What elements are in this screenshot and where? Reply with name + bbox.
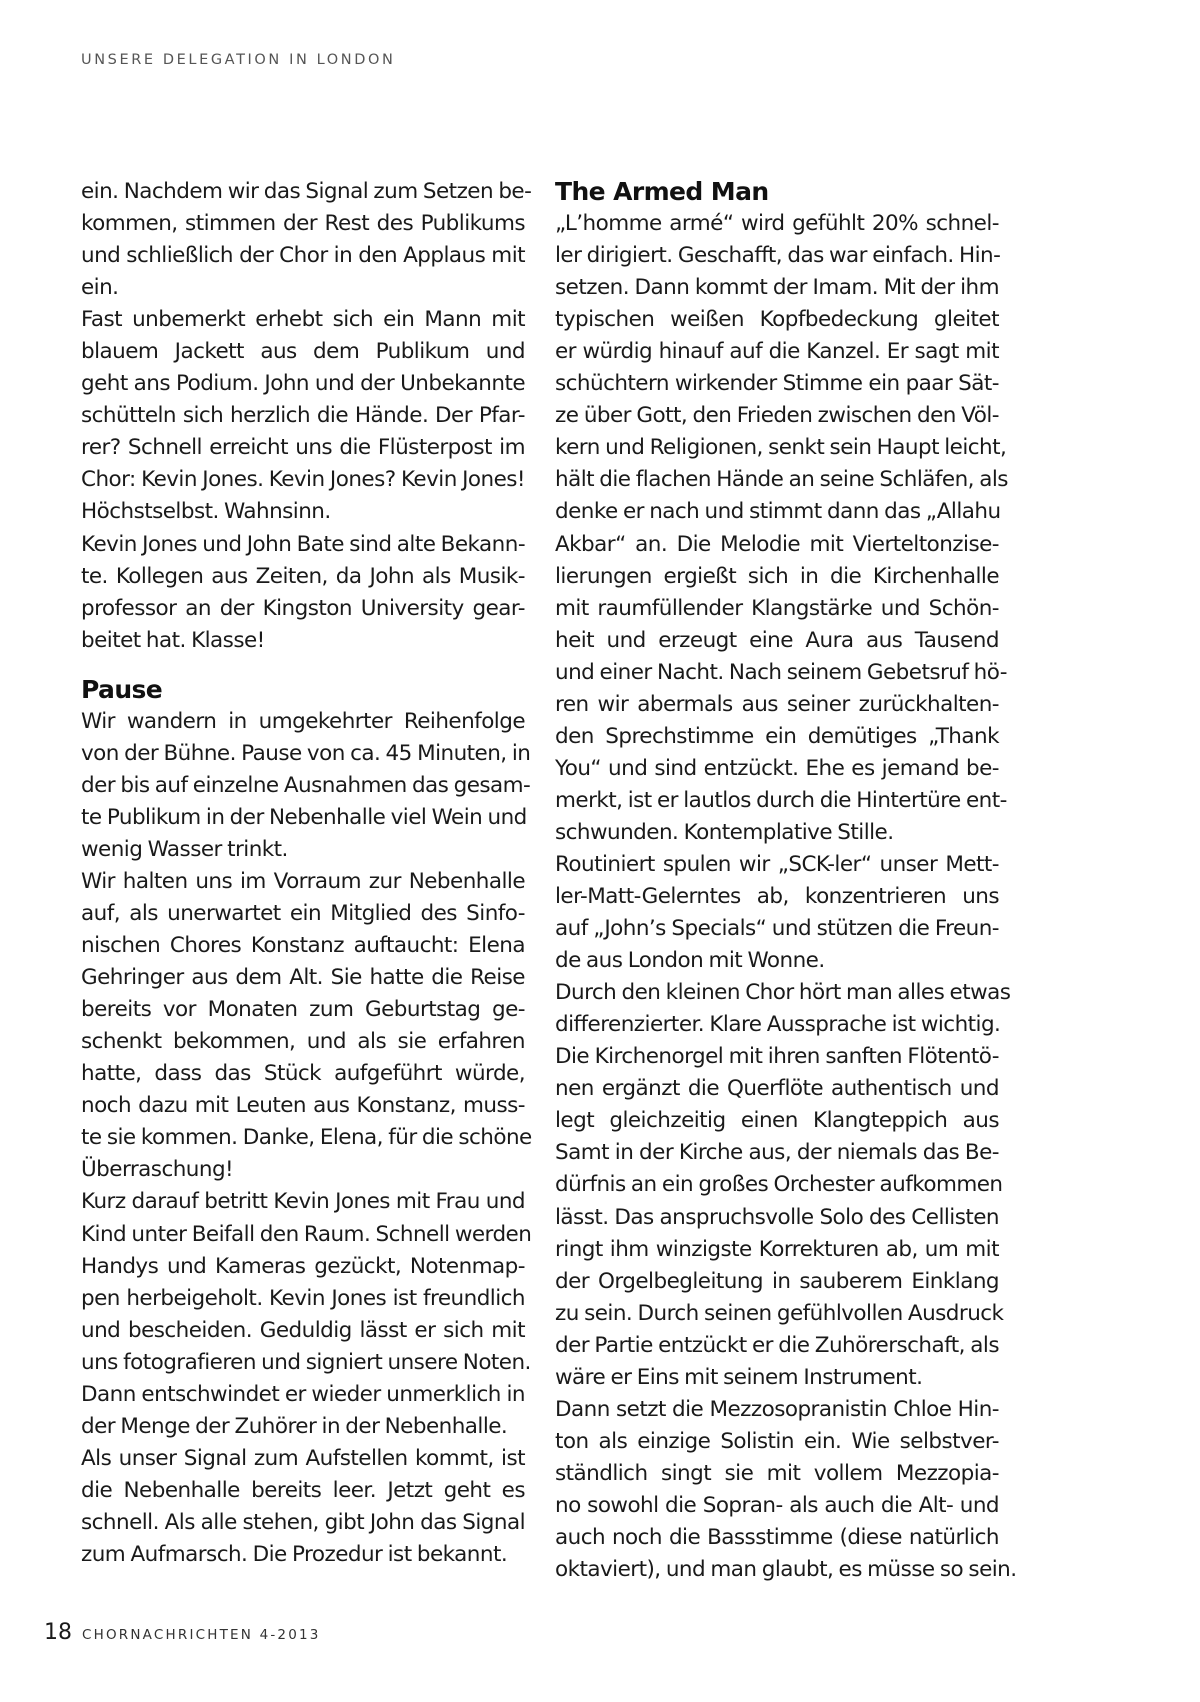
- text-line: You“ und sind entzückt. Ehe es jemand be-: [555, 755, 999, 781]
- text-line: geht ans Podium. John und der Unbekannte: [81, 371, 525, 397]
- text-line: lässt. Das anspruchsvolle Solo des Cellisten: [555, 1204, 999, 1230]
- text-line: ler dirigiert. Geschafft, das war einfach. Hin-: [555, 243, 1001, 269]
- text-line: te. Kollegen aus Zeiten, da John als Musik-: [81, 563, 525, 589]
- text-line: Als unser Signal zum Aufstellen kommt, ist: [81, 1445, 525, 1471]
- armed-man-paragraphs: [555, 208, 1017, 1586]
- text-line: „L’homme armé“ wird gefühlt 20% schnel-: [555, 211, 999, 237]
- text-line: der bis auf einzelne Ausnahmen das gesam-: [81, 772, 531, 798]
- text-line: der Menge der Zuhörer in der Nebenhalle.: [81, 1413, 508, 1439]
- text-line: Chor: Kevin Jones. Kevin Jones? Kevin Jones!: [81, 467, 525, 493]
- text-line: ein.: [81, 275, 119, 301]
- text-line: Überraschung!: [81, 1157, 234, 1183]
- text-line: Durch den kleinen Chor hört man alles etwas: [555, 980, 1011, 1006]
- text-line: professor an der Kingston University gear-: [81, 595, 525, 621]
- text-line: Die Kirchenorgel mit ihren sanften Flötentö-: [555, 1044, 999, 1070]
- text-line: schütteln sich herzlich die Hände. Der Pfar-: [81, 403, 525, 429]
- text-line: ringt ihm winzigste Korrekturen ab, um mit: [555, 1236, 999, 1262]
- text-line: Kurz darauf betritt Kevin Jones mit Frau und: [81, 1189, 525, 1215]
- text-line: Handys und Kameras gezückt, Notenmap-: [81, 1253, 525, 1279]
- text-line: zum Aufmarsch. Die Prozedur ist bekannt.: [81, 1541, 508, 1567]
- text-line: schüchtern wirkender Stimme ein paar Sät-: [555, 371, 999, 397]
- section-heading-pause: Pause: [81, 674, 163, 704]
- text-line: nen ergänzt die Querflöte authentisch und: [555, 1076, 999, 1102]
- text-line: Dann setzt die Mezzosopranistin Chloe Hin-: [555, 1396, 999, 1422]
- text-line: wenig Wasser trinkt.: [81, 836, 288, 862]
- right-column: [555, 176, 1017, 1586]
- text-line: und schließlich der Chor in den Applaus mit: [81, 243, 525, 269]
- text-line: zu sein. Durch seinen gefühlvollen Ausdruck: [555, 1300, 1004, 1326]
- text-line: auf, als unerwartet ein Mitglied des Sinfo-: [81, 901, 525, 927]
- text-line: hatte, dass das Stück aufgeführt würde,: [81, 1061, 525, 1087]
- text-line: bereits vor Monaten zum Geburtstag ge-: [81, 997, 525, 1023]
- text-line: differenzierter. Klare Aussprache ist wichtig.: [555, 1012, 1001, 1038]
- text-line: mit raumfüllender Klangstärke und Schön-: [555, 595, 999, 621]
- text-line: nischen Chores Konstanz auftaucht: Elena: [81, 933, 525, 959]
- text-line: beitet hat. Klasse!: [81, 627, 265, 653]
- text-line: schwunden. Kontemplative Stille.: [555, 819, 894, 845]
- text-line: no sowohl die Sopran- als auch die Alt- und: [555, 1492, 999, 1518]
- text-line: ständlich singt sie mit vollem Mezzopia-: [555, 1460, 999, 1486]
- text-line: Wir wandern in umgekehrter Reihenfolge: [81, 708, 525, 734]
- text-line: Kind unter Beifall den Raum. Schnell werden: [81, 1221, 532, 1247]
- text-line: lierungen ergießt sich in die Kirchenhalle: [555, 563, 999, 589]
- text-line: dürfnis an ein großes Orchester aufkommen: [555, 1172, 1003, 1198]
- text-line: und einer Nacht. Nach seinem Gebetsruf hö-: [555, 659, 1007, 685]
- page-number: 18: [44, 1620, 72, 1645]
- text-line: ein. Nachdem wir das Signal zum Setzen be-: [81, 179, 532, 204]
- text-line: von der Bühne. Pause von ca. 45 Minuten, in: [81, 740, 531, 766]
- text-line: denke er nach und stimmt dann das „Allahu: [555, 499, 1001, 525]
- text-line: legt gleichzeitig einen Klangteppich aus: [555, 1108, 999, 1134]
- text-line: merkt, ist er lautlos durch die Hintertüre ent-: [555, 787, 1007, 813]
- text-line: setzen. Dann kommt der Imam. Mit der ihm: [555, 275, 999, 301]
- text-line: der Partie entzückt er die Zuhörerschaft, als: [555, 1332, 999, 1358]
- text-line: schnell. Als alle stehen, gibt John das Signal: [81, 1509, 525, 1535]
- text-line: er würdig hinauf auf die Kanzel. Er sagt mit: [555, 339, 999, 365]
- text-line: wäre er Eins mit seinem Instrument.: [555, 1364, 923, 1390]
- text-line: auch noch die Bassstimme (diese natürlich: [555, 1524, 999, 1550]
- section-spacer: [81, 657, 525, 674]
- text-line: te sie kommen. Danke, Elena, für die schöne: [81, 1125, 532, 1151]
- publication-title: CHORNACHRICHTEN 4-2013: [82, 1627, 321, 1643]
- text-line: noch dazu mit Leuten aus Konstanz, muss-: [81, 1093, 525, 1119]
- text-line: ze über Gott, den Frieden zwischen den Völ-: [555, 403, 999, 429]
- text-line: schenkt bekommen, und als sie erfahren: [81, 1029, 525, 1055]
- page-footer: [44, 1620, 321, 1645]
- text-line: den Sprechstimme ein demütiges „Thank: [555, 723, 999, 749]
- text-line: rer? Schnell erreicht uns die Flüsterpost im: [81, 435, 525, 461]
- text-line: auf „John’s Specials“ und stützen die Freun-: [555, 916, 999, 942]
- text-line: Wir halten uns im Vorraum zur Nebenhalle: [81, 868, 525, 894]
- left-column: [81, 176, 532, 1571]
- text-line: blauem Jackett aus dem Publikum und: [81, 339, 525, 365]
- text-line: heit und erzeugt eine Aura aus Tausend: [555, 627, 999, 653]
- text-line: ren wir abermals aus seiner zurückhalten-: [555, 691, 999, 717]
- text-line: pen herbeigeholt. Kevin Jones ist freundlich: [81, 1285, 525, 1311]
- text-line: Höchstselbst. Wahnsinn.: [81, 499, 331, 525]
- pause-paragraphs: [81, 706, 532, 1571]
- text-line: oktaviert), und man glaubt, es müsse so sein.: [555, 1557, 1017, 1583]
- text-line: und bescheiden. Geduldig lässt er sich mit: [81, 1317, 525, 1343]
- text-line: te Publikum in der Nebenhalle viel Wein und: [81, 804, 527, 830]
- intro-paragraphs: [81, 176, 532, 657]
- text-line: kommen, stimmen der Rest des Publikums: [81, 211, 525, 237]
- text-line: Gehringer aus dem Alt. Sie hatte die Reise: [81, 965, 525, 991]
- text-line: Akbar“ an. Die Melodie mit Vierteltonzise-: [555, 531, 999, 557]
- text-line: Routiniert spulen wir „SCK-ler“ unser Mett-: [555, 851, 999, 877]
- text-line: typischen weißen Kopfbedeckung gleitet: [555, 307, 999, 333]
- text-line: der Orgelbegleitung in sauberem Einklang: [555, 1268, 999, 1294]
- text-line: Dann entschwindet er wieder unmerklich in: [81, 1381, 525, 1407]
- text-line: ler-Matt-Gelerntes ab, konzentrieren uns: [555, 884, 999, 910]
- text-line: die Nebenhalle bereits leer. Jetzt geht es: [81, 1477, 525, 1503]
- section-heading-armed-man: The Armed Man: [555, 177, 769, 206]
- text-line: Kevin Jones und John Bate sind alte Bekann-: [81, 531, 526, 557]
- text-line: uns fotografieren und signiert unsere Noten.: [81, 1349, 531, 1375]
- text-line: hält die flachen Hände an seine Schläfen, als: [555, 467, 1008, 493]
- text-line: kern und Religionen, senkt sein Haupt leicht,: [555, 435, 1007, 461]
- text-line: ton als einzige Solistin ein. Wie selbstver-: [555, 1428, 999, 1454]
- running-head: UNSERE DELEGATION IN LONDON: [81, 52, 396, 68]
- text-line: Fast unbemerkt erhebt sich ein Mann mit: [81, 307, 525, 333]
- text-line: Samt in der Kirche aus, der niemals das Be-: [555, 1140, 999, 1166]
- text-line: de aus London mit Wonne.: [555, 948, 825, 974]
